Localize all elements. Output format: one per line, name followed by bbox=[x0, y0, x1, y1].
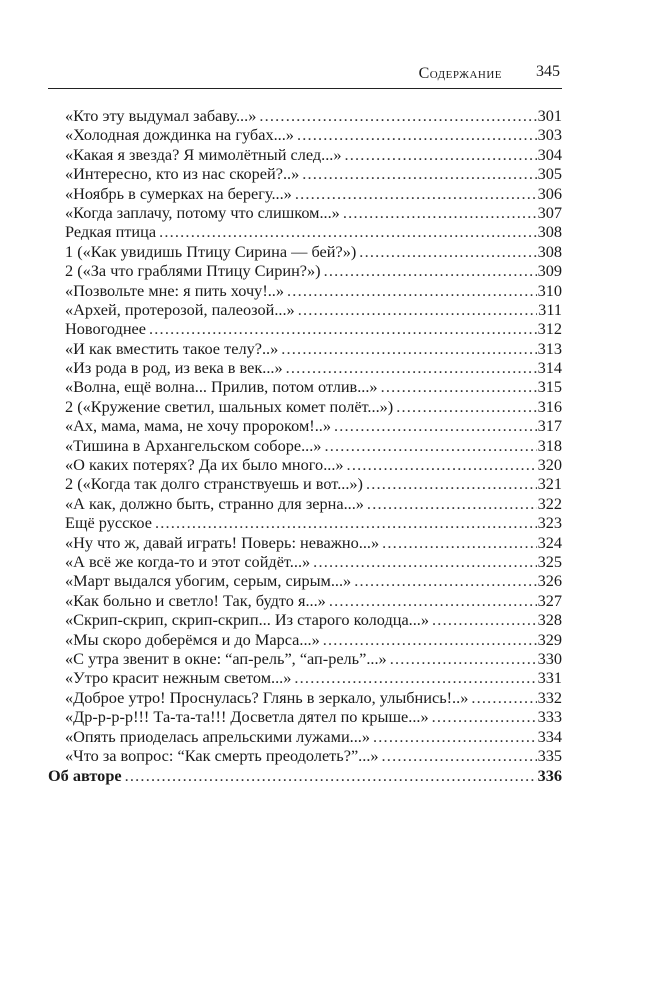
dot-leader bbox=[286, 358, 537, 377]
dot-leader bbox=[281, 339, 536, 358]
toc-entry-page: 307 bbox=[537, 202, 562, 222]
toc-entry-title: Новогоднее bbox=[65, 319, 147, 339]
toc-entry-title: «Позвольте мне: я пить хочу!..» bbox=[65, 280, 285, 300]
toc-entry bbox=[48, 397, 562, 416]
toc-entry-about-author bbox=[48, 766, 562, 785]
toc-entry bbox=[48, 707, 562, 726]
toc-entry-title: «Утро красит нежным светом...» bbox=[65, 668, 292, 688]
toc-entry bbox=[48, 300, 562, 319]
dot-leader bbox=[471, 688, 536, 707]
toc-entry-page: 317 bbox=[537, 416, 562, 436]
toc-entry-title: «Какая я звезда? Я мимолётный след...» bbox=[65, 144, 342, 164]
toc-entry bbox=[48, 630, 562, 649]
toc-entry-page: 312 bbox=[537, 319, 562, 339]
toc-entry-page: 334 bbox=[537, 726, 562, 746]
toc-entry-title: 2 («За что граблями Птицу Сирин?») bbox=[65, 261, 321, 281]
toc-entry bbox=[48, 358, 562, 377]
toc-entry-title: «Доброе утро! Проснулась? Глянь в зеркало, улыбнись!..» bbox=[65, 687, 469, 707]
dot-leader bbox=[159, 222, 537, 241]
toc-entry bbox=[48, 610, 562, 629]
toc-entry bbox=[48, 145, 562, 164]
toc-entry-title: «А как, должно быть, странно для зерна...» bbox=[65, 493, 364, 513]
dot-leader bbox=[324, 436, 536, 455]
toc-entry bbox=[48, 494, 562, 513]
dot-leader bbox=[125, 766, 537, 785]
toc-entry bbox=[48, 591, 562, 610]
toc-entry bbox=[48, 164, 562, 183]
dot-leader bbox=[367, 494, 537, 513]
toc-entry bbox=[48, 203, 562, 222]
toc-entry-title: «Волна, ещё волна... Прилив, потом отлив...» bbox=[65, 377, 378, 397]
dot-leader bbox=[287, 281, 537, 300]
toc-entry bbox=[48, 222, 562, 241]
dot-leader bbox=[329, 591, 537, 610]
dot-leader bbox=[259, 106, 536, 125]
toc-entry-page: 327 bbox=[537, 590, 562, 610]
toc-entry-page: 301 bbox=[537, 106, 562, 125]
toc-entry-page: 304 bbox=[537, 144, 562, 164]
toc-entry bbox=[48, 746, 562, 765]
dot-leader bbox=[149, 319, 537, 338]
toc-entry-title: «Архей, протерозой, палеозой...» bbox=[65, 299, 295, 319]
toc-entry bbox=[48, 319, 562, 338]
toc-entry bbox=[48, 668, 562, 687]
dot-leader bbox=[382, 533, 536, 552]
toc-entry-title: «Мы скоро доберёмся и до Марса...» bbox=[65, 629, 320, 649]
toc-entry bbox=[48, 377, 562, 396]
toc-entry bbox=[48, 571, 562, 590]
toc-entry bbox=[48, 184, 562, 203]
toc-entry-title: «О каких потерях? Да их было много...» bbox=[65, 455, 344, 475]
toc-entry-title: «Ну что ж, давай играть! Поверь: неважно...» bbox=[65, 532, 380, 552]
dot-leader bbox=[295, 184, 537, 203]
toc-entry bbox=[48, 106, 562, 125]
toc-entry-page: 311 bbox=[538, 299, 562, 319]
dot-leader bbox=[382, 746, 537, 765]
toc-entry-page: 324 bbox=[537, 532, 562, 552]
dot-leader bbox=[298, 300, 537, 319]
toc-entry-page: 323 bbox=[537, 513, 562, 533]
toc-entry bbox=[48, 261, 562, 280]
toc-entry-page: 303 bbox=[537, 125, 562, 145]
dot-leader bbox=[334, 416, 537, 435]
toc-entry-page: 330 bbox=[537, 648, 562, 668]
toc-entry-title: 1 («Как увидишь Птицу Сирина — бей?») bbox=[65, 241, 357, 261]
dot-leader bbox=[381, 377, 537, 396]
toc-entry bbox=[48, 552, 562, 571]
toc-entry-title: Редкая птица bbox=[65, 222, 157, 242]
toc-entry bbox=[48, 125, 562, 144]
dot-leader bbox=[347, 455, 537, 474]
toc-entry-title: 2 («Когда так долго странствуешь и вот...») bbox=[65, 474, 363, 494]
toc-entry-page: 328 bbox=[537, 610, 562, 630]
toc-entry bbox=[48, 281, 562, 300]
dot-leader bbox=[432, 707, 537, 726]
toc-entry bbox=[48, 513, 562, 532]
dot-leader bbox=[323, 630, 537, 649]
toc-entry-title: «Ах, мама, мама, не хочу пророком!..» bbox=[65, 416, 331, 436]
toc-entry-page: 321 bbox=[537, 474, 562, 494]
toc-entry-title: «Что за вопрос: “Как смерть преодолеть?”...» bbox=[65, 745, 379, 765]
toc-entry-page: 306 bbox=[537, 183, 562, 203]
toc-entry bbox=[48, 727, 562, 746]
dot-leader bbox=[302, 164, 536, 183]
toc-entry bbox=[48, 649, 562, 668]
toc-entry-title: «Интересно, кто из нас скорей?..» bbox=[65, 164, 300, 184]
running-head bbox=[48, 62, 562, 89]
toc-entry-title: «Кто эту выдумал забаву...» bbox=[65, 106, 257, 125]
toc-entry-page: 308 bbox=[537, 222, 562, 242]
dot-leader bbox=[324, 261, 537, 280]
toc-entry-title: «Др-р-р-р!!! Та-та-та!!! Досветла дятел по крыше...» bbox=[65, 707, 429, 727]
toc-entry bbox=[48, 436, 562, 455]
dot-leader bbox=[155, 513, 537, 532]
toc-entry-title: 2 («Кружение светил, шальных комет полёт...») bbox=[65, 396, 394, 416]
toc-entry-title: «С утра звенит в окне: “ап-рель”, “ап-рель”...» bbox=[65, 648, 387, 668]
toc-entry-page: 305 bbox=[537, 164, 562, 184]
dot-leader bbox=[345, 145, 537, 164]
dot-leader bbox=[354, 571, 536, 590]
toc-entry bbox=[48, 455, 562, 474]
toc-entry-page: 313 bbox=[537, 338, 562, 358]
toc-entry bbox=[48, 533, 562, 552]
toc-entry-page: 325 bbox=[537, 551, 562, 571]
toc-entry-page: 318 bbox=[537, 435, 562, 455]
toc-entry-page: 320 bbox=[537, 455, 562, 475]
dot-leader bbox=[432, 610, 537, 629]
dot-leader bbox=[359, 242, 536, 261]
page-number: 345 bbox=[536, 63, 560, 80]
toc-entry-page: 329 bbox=[537, 629, 562, 649]
dot-leader bbox=[390, 649, 537, 668]
toc-entry-title: «И как вместить такое телу?..» bbox=[65, 338, 279, 358]
toc-entry bbox=[48, 416, 562, 435]
toc-entry-title: «Март выдался убогим, серым, сирым...» bbox=[65, 571, 352, 591]
toc-entry-page: 310 bbox=[537, 280, 562, 300]
toc-entry-page: 326 bbox=[537, 571, 562, 591]
toc-entry-title: «Тишина в Архангельском соборе...» bbox=[65, 435, 322, 455]
dot-leader bbox=[373, 727, 537, 746]
toc-entry-page: 314 bbox=[537, 358, 562, 378]
toc-entry-title: Ещё русское bbox=[65, 513, 152, 533]
toc-entry-page: 335 bbox=[537, 745, 562, 765]
dot-leader bbox=[366, 474, 537, 493]
toc-entry bbox=[48, 339, 562, 358]
dot-leader bbox=[294, 668, 536, 687]
dot-leader bbox=[396, 397, 536, 416]
toc-entry-title: «А всё же когда-то и этот сойдёт...» bbox=[65, 551, 311, 571]
toc-entry-page: 315 bbox=[537, 377, 562, 397]
toc-entry-page: 316 bbox=[537, 396, 562, 416]
toc-entry-page: 336 bbox=[537, 766, 562, 786]
toc-entry-page: 331 bbox=[537, 668, 562, 688]
toc-entry bbox=[48, 474, 562, 493]
table-of-contents bbox=[48, 106, 562, 786]
dot-leader bbox=[343, 203, 537, 222]
toc-entry-page: 309 bbox=[537, 261, 562, 281]
toc-entry-page: 333 bbox=[537, 707, 562, 727]
toc-entry-title: Об авторе bbox=[48, 766, 122, 786]
dot-leader bbox=[313, 552, 536, 571]
toc-entry-page: 322 bbox=[537, 493, 562, 513]
section-title: Содержание bbox=[418, 65, 502, 82]
dot-leader bbox=[297, 125, 537, 144]
toc-entry-page: 308 bbox=[537, 241, 562, 261]
toc-entry-title: «Опять приоделась апрельскими лужами...» bbox=[65, 726, 371, 746]
toc-entry-title: «Как больно и светло! Так, будто я...» bbox=[65, 590, 326, 610]
toc-entry-title: «Из рода в род, из века в век...» bbox=[65, 358, 283, 378]
toc-entry-title: «Когда заплачу, потому что слишком...» bbox=[65, 202, 340, 222]
toc-entry-title: «Ноябрь в сумерках на берегу...» bbox=[65, 183, 292, 203]
toc-entry bbox=[48, 688, 562, 707]
toc-entry-page: 332 bbox=[537, 687, 562, 707]
toc-entry bbox=[48, 242, 562, 261]
toc-entry-title: «Скрип-скрип, скрип-скрип... Из старого колодца...» bbox=[65, 610, 430, 630]
toc-entry-title: «Холодная дождинка на губах...» bbox=[65, 125, 294, 145]
